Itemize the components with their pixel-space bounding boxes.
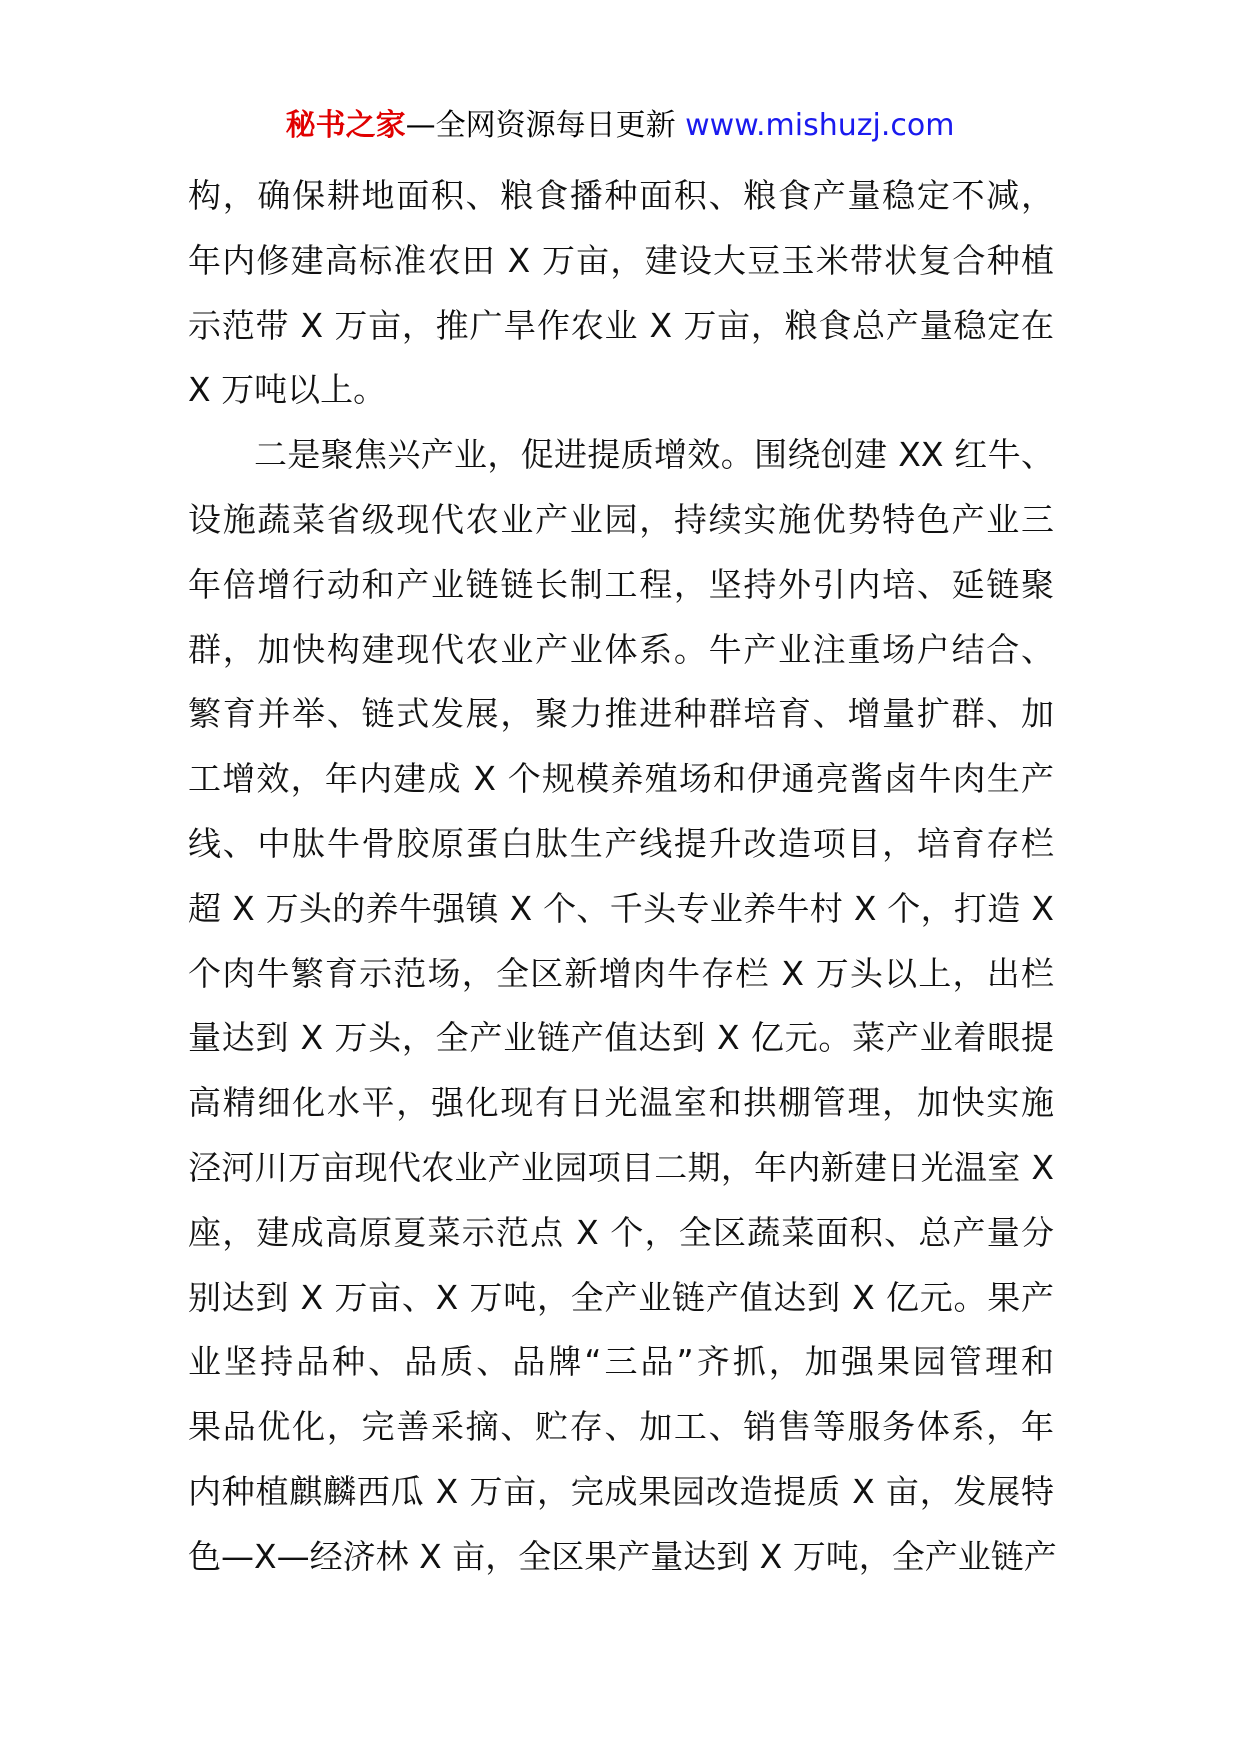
text-line: 繁育并举、链式发展，聚力推进种群培育、增量扩群、加: [188, 694, 1054, 734]
text-line: 年倍增行动和产业链链长制工程，坚持外引内培、延链聚: [188, 564, 1054, 604]
text-line: 超 X 万头的养牛强镇 X 个、千头专业养牛村 X 个，打造 X: [188, 888, 1054, 928]
text-line: 业坚持品种、品质、品牌“三品”齐抓，加强果园管理和: [188, 1342, 1054, 1382]
paragraph-first-line: 二是聚焦兴产业，促进提质增效。围绕创建 XX 红牛、: [254, 435, 1054, 475]
text-line: 别达到 X 万亩、X 万吨，全产业链产值达到 X 亿元。果产: [188, 1277, 1054, 1317]
text-line: 内种植麒麟西瓜 X 万亩，完成果园改造提质 X 亩，发展特: [188, 1471, 1054, 1511]
brand-name: 秘书之家: [285, 108, 406, 143]
text-line: 群，加快构建现代农业产业体系。牛产业注重场户结合、: [188, 629, 1054, 669]
text-line: 量达到 X 万头，全产业链产值达到 X 亿元。菜产业着眼提: [188, 1018, 1054, 1058]
site-header: [0, 104, 1240, 148]
text-line: 泾河川万亩现代农业产业园项目二期，年内新建日光温室 X: [188, 1147, 1054, 1187]
document-body: [188, 164, 1057, 1590]
text-line: 个肉牛繁育示范场，全区新增肉牛存栏 X 万头以上，出栏: [188, 953, 1054, 993]
text-line: 示范带 X 万亩，推广旱作农业 X 万亩，粮食总产量稳定在: [188, 305, 1054, 345]
text-line: 线、中肽牛骨胶原蛋白肽生产线提升改造项目，培育存栏: [188, 823, 1054, 863]
site-url-link[interactable]: www.mishuzj.com: [685, 108, 955, 143]
text-line: 色—X—经济林 X 亩，全区果产量达到 X 万吨，全产业链产: [188, 1536, 1057, 1576]
text-line: 构，确保耕地面积、粮食播种面积、粮食产量稳定不减，: [188, 176, 1054, 215]
text-line: 高精细化水平，强化现有日光温室和拱棚管理，加快实施: [188, 1083, 1054, 1123]
text-line: 工增效，年内建成 X 个规模养殖场和伊通亮酱卤牛肉生产: [188, 759, 1054, 799]
text-line: 果品优化，完善采摘、贮存、加工、销售等服务体系，年: [188, 1407, 1054, 1447]
text-line: 设施蔬菜省级现代农业产业园，持续实施优势特色产业三: [188, 499, 1054, 539]
text-line: 年内修建高标准农田 X 万亩，建设大豆玉米带状复合种植: [188, 240, 1054, 280]
header-slogan: —全网资源每日更新: [405, 108, 686, 143]
text-line: X 万吨以上。: [188, 370, 387, 410]
text-line: 座，建成高原夏菜示范点 X 个，全区蔬菜面积、总产量分: [188, 1212, 1054, 1252]
